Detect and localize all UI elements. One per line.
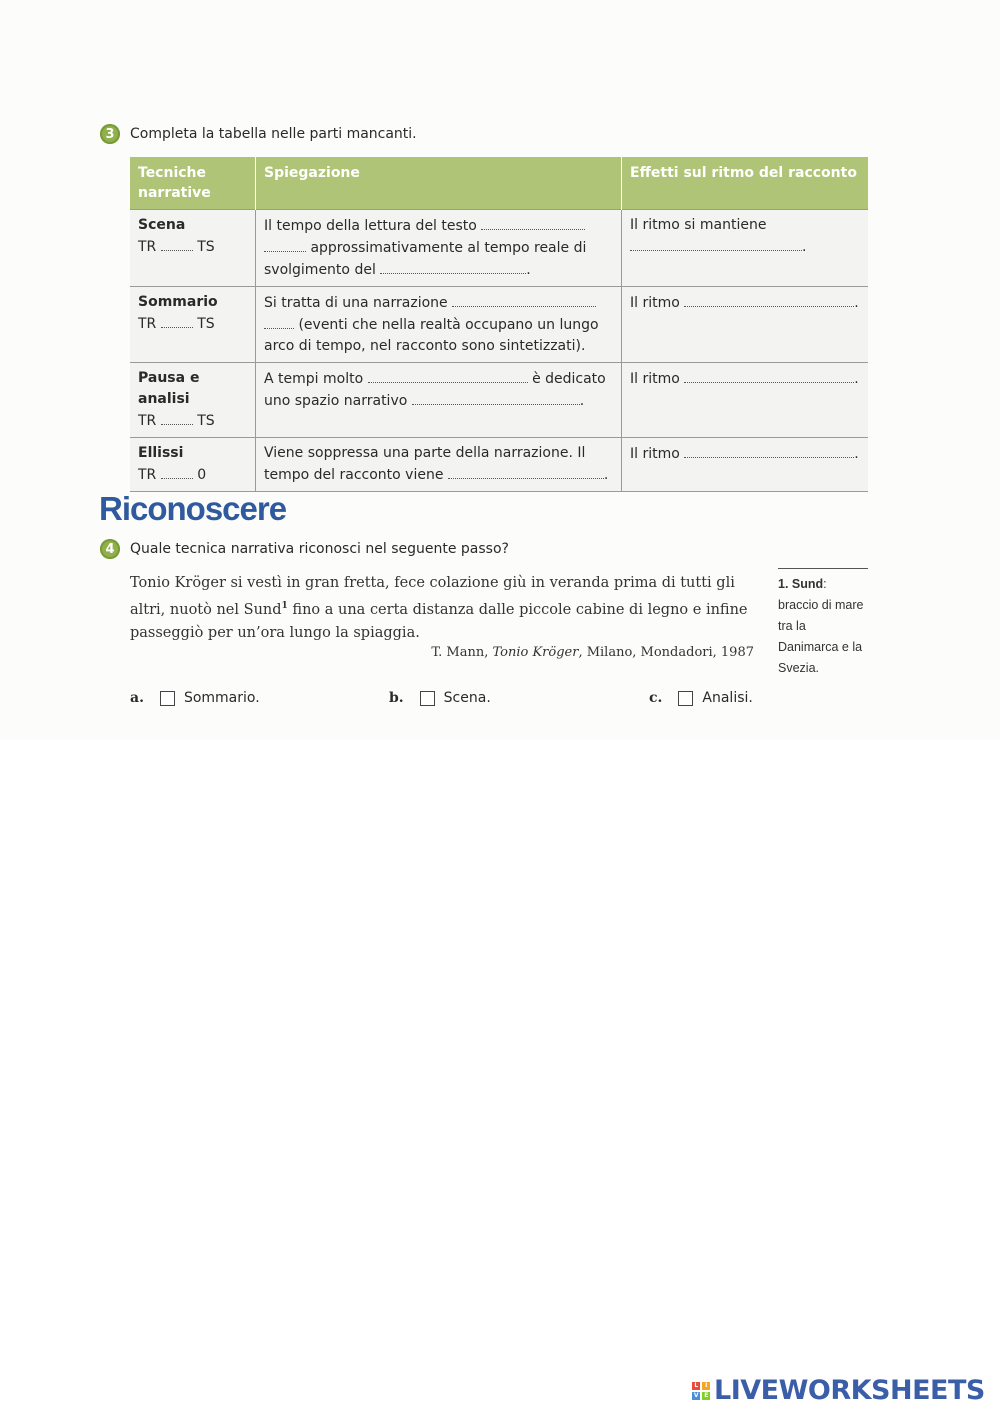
option-checkbox[interactable] bbox=[678, 691, 693, 706]
technique-name: Sommario bbox=[138, 294, 218, 310]
table-row bbox=[130, 210, 868, 287]
punctuation: . bbox=[526, 262, 531, 278]
exercise-instruction: Completa la tabella nelle parti mancanti. bbox=[130, 126, 417, 142]
footnote-text: : braccio di mare tra la Danimarca e la Svezia. bbox=[778, 577, 864, 675]
answer-blank[interactable] bbox=[684, 368, 854, 383]
effect-cell bbox=[622, 287, 869, 363]
answer-blank[interactable] bbox=[380, 259, 526, 274]
section-title: Riconoscere bbox=[99, 490, 287, 527]
effect-cell bbox=[622, 210, 869, 287]
relation-blank[interactable] bbox=[161, 410, 193, 425]
logo-letter: L bbox=[692, 1382, 700, 1390]
relation-blank[interactable] bbox=[161, 236, 193, 251]
exercise-number-badge: 3 bbox=[100, 124, 120, 144]
explanation-text: è dedicato uno spazio narrativo bbox=[264, 371, 606, 409]
ts-label: TS bbox=[197, 316, 215, 332]
option-label: Analisi. bbox=[702, 690, 753, 706]
punctuation: . bbox=[802, 239, 807, 255]
logo-letter: I bbox=[702, 1382, 710, 1390]
brand-name: LIVEWORKSHEETS bbox=[714, 1375, 985, 1406]
table-row bbox=[130, 438, 868, 492]
option-letter: c. bbox=[649, 690, 663, 706]
explanation-cell bbox=[256, 438, 622, 492]
technique-cell bbox=[130, 363, 256, 438]
header-effects: Effetti sul ritmo del racconto bbox=[622, 157, 869, 210]
explanation-text: Si tratta di una narrazione bbox=[264, 295, 448, 311]
relation-blank[interactable] bbox=[161, 464, 193, 479]
answer-blank[interactable] bbox=[412, 390, 580, 405]
literary-passage bbox=[130, 572, 760, 645]
technique-cell bbox=[130, 438, 256, 492]
tr-label: TR bbox=[138, 239, 157, 255]
exercise-3-heading bbox=[100, 124, 417, 144]
effect-cell bbox=[622, 438, 869, 492]
exercise-question: Quale tecnica narrativa riconosci nel seguente passo? bbox=[130, 541, 509, 557]
citation-title: Tonio Kröger bbox=[492, 645, 579, 660]
exercise-4-heading bbox=[100, 539, 509, 559]
answer-blank[interactable] bbox=[684, 443, 854, 458]
option-letter: b. bbox=[389, 690, 404, 706]
option-checkbox[interactable] bbox=[420, 691, 435, 706]
tr-label: TR bbox=[138, 413, 157, 429]
option-a bbox=[130, 690, 260, 706]
option-b bbox=[389, 690, 491, 706]
effect-text: Il ritmo bbox=[630, 371, 680, 387]
header-techniques: Tecniche narrative bbox=[130, 157, 256, 210]
citation-author: T. Mann, bbox=[431, 645, 493, 660]
liveworksheets-logo[interactable] bbox=[692, 1375, 985, 1406]
zero-label: 0 bbox=[197, 467, 207, 483]
effect-text: Il ritmo si mantiene bbox=[630, 217, 767, 233]
exercise-number-badge: 4 bbox=[100, 539, 120, 559]
technique-cell bbox=[130, 287, 256, 363]
option-label: Scena. bbox=[443, 690, 491, 706]
answer-blank[interactable] bbox=[452, 292, 596, 307]
footnote bbox=[778, 568, 868, 679]
logo-letter: V bbox=[693, 1392, 699, 1399]
answer-blank[interactable] bbox=[630, 236, 802, 251]
effect-text: Il ritmo bbox=[630, 295, 680, 311]
punctuation: . bbox=[579, 393, 585, 409]
option-checkbox[interactable] bbox=[160, 691, 175, 706]
technique-cell bbox=[130, 210, 256, 287]
narrative-techniques-table bbox=[130, 157, 868, 492]
explanation-text: Viene soppressa una parte della narrazione. Il tempo del racconto viene bbox=[264, 445, 586, 483]
liveworksheets-icon bbox=[692, 1382, 710, 1400]
technique-name: Ellissi bbox=[138, 445, 184, 461]
tr-label: TR bbox=[138, 467, 157, 483]
punctuation: . bbox=[854, 371, 859, 387]
answer-blank[interactable] bbox=[481, 215, 585, 230]
explanation-cell bbox=[256, 210, 622, 287]
explanation-cell bbox=[256, 363, 622, 438]
table-header-row bbox=[130, 157, 868, 210]
effect-cell bbox=[622, 363, 869, 438]
passage-citation bbox=[300, 645, 754, 660]
footnote-reference: 1 bbox=[281, 601, 288, 611]
table-row bbox=[130, 287, 868, 363]
technique-name: Pausa e analisi bbox=[138, 370, 200, 407]
explanation-text: A tempi molto bbox=[264, 371, 364, 387]
table-row bbox=[130, 363, 868, 438]
footnote-number: 1. bbox=[778, 577, 789, 591]
footnote-term: Sund bbox=[791, 577, 824, 591]
punctuation: . bbox=[854, 295, 859, 311]
explanation-text: (eventi che nella realtà occupano un lungo arco di tempo, nel racconto sono sintetizzati). bbox=[264, 317, 599, 354]
answer-blank[interactable] bbox=[448, 464, 604, 479]
option-letter: a. bbox=[130, 690, 144, 706]
ts-label: TS bbox=[197, 413, 215, 429]
passage-text: Tonio Kröger si vestì in gran fretta, fece colazione giù in veranda prima di tutti gli altri, nuotò nel Sund bbox=[130, 575, 735, 618]
relation-blank[interactable] bbox=[161, 313, 193, 328]
logo-letter: E bbox=[702, 1392, 710, 1400]
option-c bbox=[649, 690, 753, 706]
punctuation: . bbox=[603, 467, 609, 483]
punctuation: . bbox=[854, 446, 859, 462]
citation-details: , Milano, Mondadori, 1987 bbox=[578, 645, 754, 660]
passage-text: fino a una certa distanza dalle piccole cabine di legno e infine passeggiò per un’ora lungo la spiaggia. bbox=[130, 601, 748, 641]
answer-blank[interactable] bbox=[264, 314, 294, 329]
tr-label: TR bbox=[138, 316, 157, 332]
answer-blank[interactable] bbox=[368, 368, 528, 383]
explanation-cell bbox=[256, 287, 622, 363]
ts-label: TS bbox=[197, 239, 215, 255]
technique-name: Scena bbox=[138, 217, 186, 233]
answer-blank[interactable] bbox=[264, 237, 306, 252]
effect-text: Il ritmo bbox=[630, 446, 680, 462]
explanation-text: Il tempo della lettura del testo bbox=[264, 218, 477, 234]
explanation-text: approssimativamente al tempo reale di svolgimento del bbox=[264, 240, 587, 278]
header-explanation: Spiegazione bbox=[256, 157, 622, 210]
answer-blank[interactable] bbox=[684, 292, 854, 307]
option-label: Sommario. bbox=[183, 690, 260, 706]
